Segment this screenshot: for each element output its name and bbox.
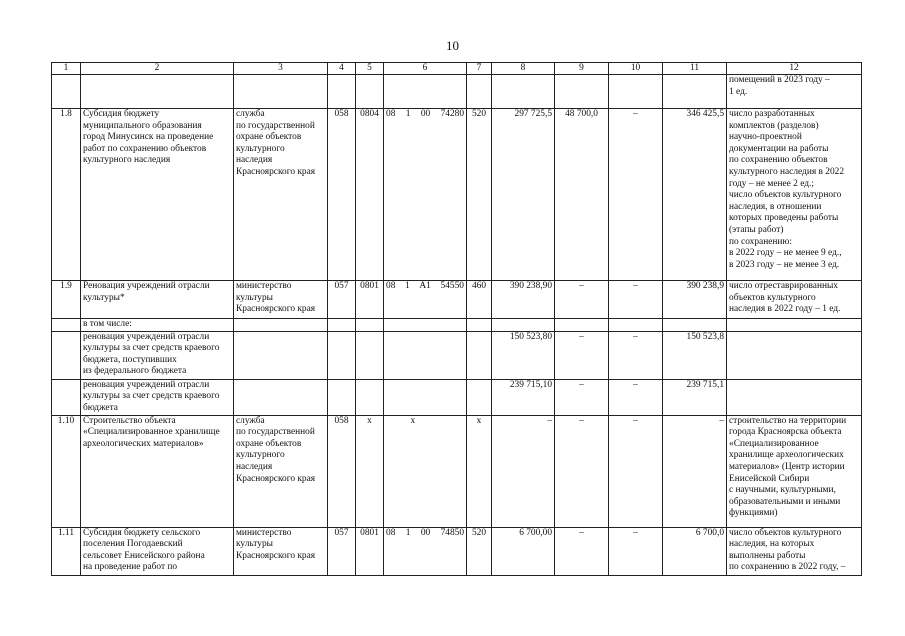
grbs-code bbox=[328, 331, 356, 379]
expected-result: число отреставрированных объектов культурного наследия в 2022 году – 1 ед. bbox=[727, 281, 862, 319]
section-code: 0804 bbox=[356, 109, 384, 281]
amount-2024: – bbox=[609, 415, 663, 527]
target-article-code bbox=[384, 527, 467, 575]
article-code-part: х bbox=[410, 415, 416, 426]
measure-name: Строительство объекта «Специализированное хранилище археологических материалов» bbox=[81, 415, 234, 527]
responsible-agency bbox=[234, 319, 328, 332]
column-number-3: 3 bbox=[234, 63, 328, 75]
budget-table bbox=[51, 62, 862, 576]
amount-total bbox=[663, 75, 727, 109]
responsible-agency bbox=[234, 75, 328, 109]
amount-2022 bbox=[492, 75, 555, 109]
expected-result bbox=[727, 331, 862, 379]
amount-2023: 48 700,0 bbox=[555, 109, 609, 281]
expense-type-code bbox=[467, 75, 492, 109]
column-number-12: 12 bbox=[727, 63, 862, 75]
measure-name bbox=[81, 75, 234, 109]
grbs-code: 058 bbox=[328, 109, 356, 281]
column-number-4: 4 bbox=[328, 63, 356, 75]
article-code-part: 1 bbox=[405, 281, 410, 291]
amount-2022: 390 238,90 bbox=[492, 281, 555, 319]
amount-2023: – bbox=[555, 331, 609, 379]
column-number-5: 5 bbox=[356, 63, 384, 75]
amount-total: 150 523,8 bbox=[663, 331, 727, 379]
expected-result bbox=[727, 319, 862, 332]
amount-2022: 6 700,00 bbox=[492, 527, 555, 575]
target-article-code bbox=[384, 319, 467, 332]
amount-2022 bbox=[492, 319, 555, 332]
row-number: 1.9 bbox=[52, 281, 81, 319]
row-number: 1.8 bbox=[52, 109, 81, 281]
amount-2022: 150 523,80 bbox=[492, 331, 555, 379]
expense-type-code bbox=[467, 319, 492, 332]
responsible-agency bbox=[234, 379, 328, 415]
amount-2024 bbox=[609, 319, 663, 332]
article-code-part: 1 bbox=[405, 109, 411, 119]
target-article-parts bbox=[386, 416, 464, 428]
expense-type-code bbox=[467, 331, 492, 379]
article-code-part: A1 bbox=[419, 281, 431, 291]
target-article-parts bbox=[386, 281, 464, 293]
column-number-11: 11 bbox=[663, 63, 727, 75]
table-row bbox=[52, 379, 862, 415]
section-code bbox=[356, 331, 384, 379]
measure-name: в том числе: bbox=[81, 319, 234, 332]
amount-2024: – bbox=[609, 281, 663, 319]
amount-2024: – bbox=[609, 379, 663, 415]
section-code bbox=[356, 75, 384, 109]
column-number-10: 10 bbox=[609, 63, 663, 75]
expense-type-code: 460 bbox=[467, 281, 492, 319]
amount-total bbox=[663, 319, 727, 332]
amount-2024: – bbox=[609, 331, 663, 379]
expense-type-code: х bbox=[467, 415, 492, 527]
row-number bbox=[52, 75, 81, 109]
target-article-code bbox=[384, 281, 467, 319]
row-number bbox=[52, 319, 81, 332]
amount-total: 239 715,1 bbox=[663, 379, 727, 415]
row-number bbox=[52, 331, 81, 379]
grbs-code: 057 bbox=[328, 527, 356, 575]
amount-2024: – bbox=[609, 527, 663, 575]
table-row bbox=[52, 281, 862, 319]
expected-result: число объектов культурного наследия, на которых выполнены работы по сохранению в 2022 году, – bbox=[727, 527, 862, 575]
amount-total: 346 425,5 bbox=[663, 109, 727, 281]
table-row bbox=[52, 75, 862, 109]
measure-name: реновация учреждений отрасли культуры за счет средств краевого бюджета bbox=[81, 379, 234, 415]
amount-2022: – bbox=[492, 415, 555, 527]
amount-2023 bbox=[555, 75, 609, 109]
column-number-8: 8 bbox=[492, 63, 555, 75]
amount-total: 390 238,9 bbox=[663, 281, 727, 319]
measure-name: Реновация учреждений отрасли культуры* bbox=[81, 281, 234, 319]
section-code: х bbox=[356, 415, 384, 527]
section-code: 0801 bbox=[356, 281, 384, 319]
amount-2023: – bbox=[555, 527, 609, 575]
row-number: 1.10 bbox=[52, 415, 81, 527]
grbs-code: 058 bbox=[328, 415, 356, 527]
target-article-parts bbox=[386, 528, 464, 540]
section-code: 0801 bbox=[356, 527, 384, 575]
table-row bbox=[52, 319, 862, 332]
target-article-parts bbox=[386, 109, 464, 121]
row-number bbox=[52, 379, 81, 415]
amount-2023: – bbox=[555, 415, 609, 527]
amount-total: – bbox=[663, 415, 727, 527]
measure-name: реновация учреждений отрасли культуры за счет средств краевого бюджета, поступивших из федерального бюджета bbox=[81, 331, 234, 379]
responsible-agency: служба по государственной охране объектов культурного наследия Красноярского края bbox=[234, 109, 328, 281]
grbs-code bbox=[328, 319, 356, 332]
grbs-code bbox=[328, 379, 356, 415]
article-code-part: 74280 bbox=[440, 109, 464, 119]
article-code-part: 00 bbox=[420, 109, 431, 119]
responsible-agency: служба по государственной охране объектов культурного наследия Красноярского края bbox=[234, 415, 328, 527]
amount-2023 bbox=[555, 319, 609, 332]
section-code bbox=[356, 319, 384, 332]
column-number-7: 7 bbox=[467, 63, 492, 75]
expense-type-code: 520 bbox=[467, 109, 492, 281]
article-code-part: 1 bbox=[405, 527, 411, 538]
table-row bbox=[52, 109, 862, 281]
amount-2024: – bbox=[609, 109, 663, 281]
expected-result bbox=[727, 379, 862, 415]
article-code-part: 00 bbox=[420, 527, 431, 538]
responsible-agency: министерство культуры Красноярского края bbox=[234, 527, 328, 575]
column-number-2: 2 bbox=[81, 63, 234, 75]
target-article-code bbox=[384, 331, 467, 379]
article-code-part: 08 bbox=[386, 109, 396, 119]
column-number-9: 9 bbox=[555, 63, 609, 75]
expected-result: число разработанных комплектов (разделов) научно-проектной документации на работы по сохранению объектов культурного наследия в 2022 году – не менее 2 ед.; число объектов культурного наследия, в отношении которых проведены работы (этапы работ) по сохранению: в 2022 году – не менее 9 ед., в 2023 году – не менее 3 ед. bbox=[727, 109, 862, 281]
target-article-code bbox=[384, 379, 467, 415]
amount-2023: – bbox=[555, 379, 609, 415]
table-row bbox=[52, 331, 862, 379]
grbs-code: 057 bbox=[328, 281, 356, 319]
amount-2023: – bbox=[555, 281, 609, 319]
column-number-6: 6 bbox=[384, 63, 467, 75]
article-code-part: 08 bbox=[386, 281, 396, 291]
responsible-agency: министерство культуры Красноярского края bbox=[234, 281, 328, 319]
measure-name: Субсидия бюджету муниципального образования город Минусинск на проведение работ по сохранению объектов культурного наследия bbox=[81, 109, 234, 281]
column-number-1: 1 bbox=[52, 63, 81, 75]
amount-2022: 239 715,10 bbox=[492, 379, 555, 415]
target-article-code bbox=[384, 415, 467, 527]
target-article-code bbox=[384, 75, 467, 109]
amount-2024 bbox=[609, 75, 663, 109]
expected-result: строительство на территории города Красноярска объекта «Специализированное хранилище археологических материалов» (Центр истории Енисейской Сибири с научными, культурными, образовательными и иными функциями) bbox=[727, 415, 862, 527]
row-number: 1.11 bbox=[52, 527, 81, 575]
article-code-part: 08 bbox=[386, 527, 396, 538]
table-header-row bbox=[52, 63, 862, 75]
page-number: 10 bbox=[446, 38, 459, 53]
article-code-part: 74850 bbox=[440, 527, 464, 538]
expense-type-code bbox=[467, 379, 492, 415]
amount-2022: 297 725,5 bbox=[492, 109, 555, 281]
amount-total: 6 700,0 bbox=[663, 527, 727, 575]
section-code bbox=[356, 379, 384, 415]
measure-name: Субсидия бюджету сельского поселения Погодаевский сельсовет Енисейского района на проведение работ по bbox=[81, 527, 234, 575]
article-code-part: 54550 bbox=[440, 281, 464, 291]
target-article-code bbox=[384, 109, 467, 281]
expected-result: помещений в 2023 году – 1 ед. bbox=[727, 75, 862, 109]
expense-type-code: 520 bbox=[467, 527, 492, 575]
responsible-agency bbox=[234, 331, 328, 379]
grbs-code bbox=[328, 75, 356, 109]
table-row bbox=[52, 527, 862, 575]
table-row bbox=[52, 415, 862, 527]
